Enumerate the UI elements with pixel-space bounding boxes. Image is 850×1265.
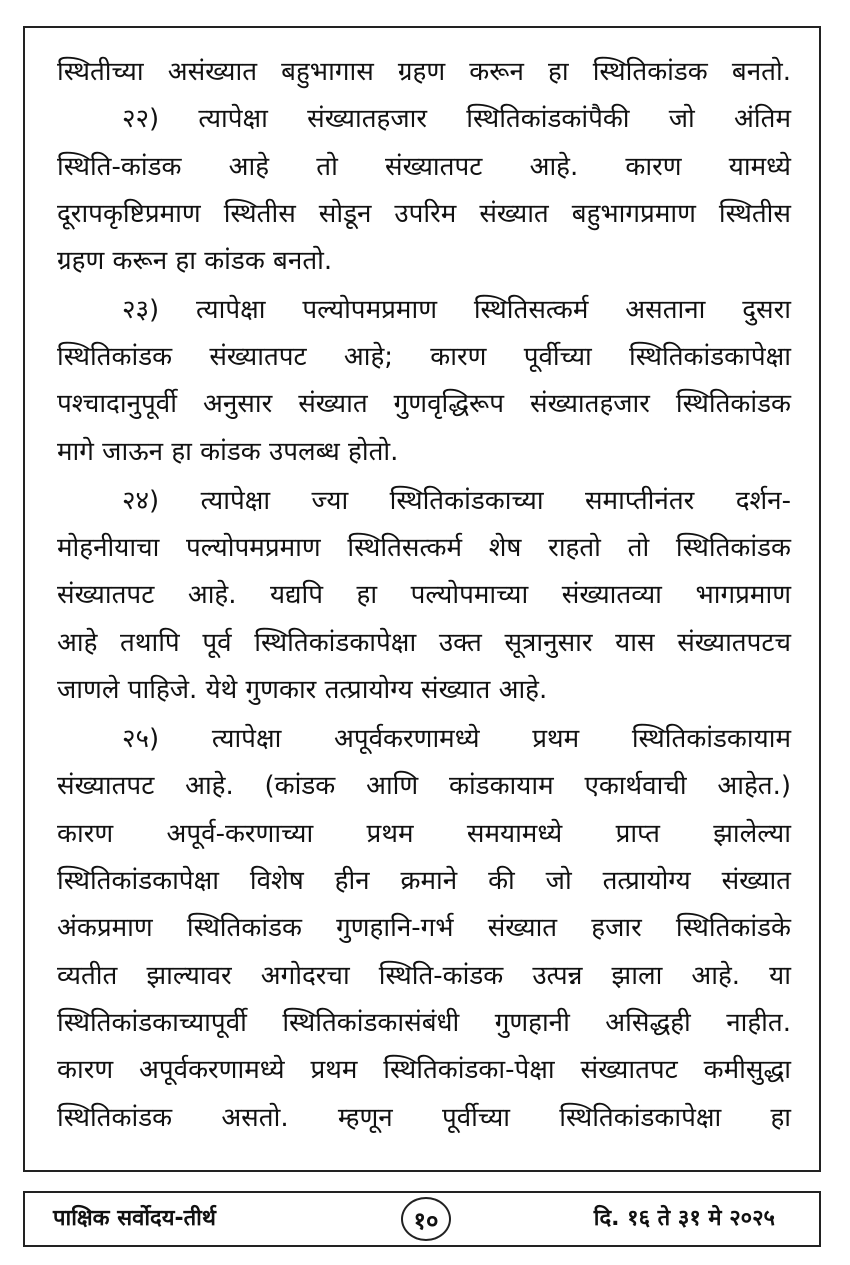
page-content-frame: [23, 26, 821, 1172]
text-line: ग्रहण करून हा कांडक बनतो.: [57, 246, 333, 276]
text-line: कारण अपूर्व-करणाच्या प्रथम समयामध्ये प्राप्त झालेल्या: [57, 819, 791, 849]
publication-name: पाक्षिक सर्वोदय-तीर्थ: [53, 1206, 216, 1231]
text-line: २४) त्यापेक्षा ज्या स्थितिकांडकाच्या समाप्तीनंतर दर्शन-: [122, 486, 791, 516]
text-line: जाणले पाहिजे. येथे गुणकार तत्प्रायोग्य संख्यात आहे.: [57, 675, 548, 705]
text-line: मागे जाऊन हा कांडक उपलब्ध होतो.: [57, 437, 399, 467]
text-line: स्थितिकांडक संख्यातपट आहे; कारण पूर्वीच्या स्थितिकांडकापेक्षा: [57, 342, 791, 372]
text-line: मोहनीयाचा पल्योपमप्रमाण स्थितिसत्कर्म शेष राहतो तो स्थितिकांडक: [57, 533, 791, 563]
text-line: स्थिति-कांडक आहे तो संख्यातपट आहे. कारण यामध्ये: [57, 152, 791, 182]
text-line: दूरापकृष्टिप्रमाण स्थितीस सोडून उपरिम संख्यात बहुभागप्रमाण स्थितीस: [57, 199, 791, 229]
page-footer: [23, 1191, 821, 1247]
text-line: आहे तथापि पूर्व स्थितिकांडकापेक्षा उक्त सूत्रानुसार यास संख्यातपटच: [57, 628, 791, 658]
issue-date: दि. १६ ते ३१ मे २०२५: [593, 1206, 775, 1231]
text-line: स्थितिकांडकापेक्षा विशेष हीन क्रमाने की जो तत्प्रायोग्य संख्यात: [57, 866, 791, 896]
text-line: २३) त्यापेक्षा पल्योपमप्रमाण स्थितिसत्कर्म असताना दुसरा: [122, 295, 791, 325]
text-line: व्यतीत झाल्यावर अगोदरचा स्थिति-कांडक उत्पन्न झाला आहे. या: [57, 961, 791, 991]
text-line: संख्यातपट आहे. (कांडक आणि कांडकायाम एकार्थवाची आहेत.): [57, 771, 791, 801]
text-line: पश्चादानुपूर्वी अनुसार संख्यात गुणवृद्धिरूप संख्यातहजार स्थितिकांडक: [57, 389, 791, 419]
text-line: २५) त्यापेक्षा अपूर्वकरणामध्ये प्रथम स्थितिकांडकायाम: [122, 724, 791, 754]
text-line: स्थितीच्या असंख्यात बहुभागास ग्रहण करून हा स्थितिकांडक बनतो.: [57, 57, 791, 87]
text-line: अंकप्रमाण स्थितिकांडक गुणहानि-गर्भ संख्यात हजार स्थितिकांडके: [57, 913, 791, 943]
text-line: स्थितिकांडकाच्यापूर्वी स्थितिकांडकासंबंधी गुणहानी असिद्धही नाहीत.: [57, 1008, 791, 1038]
page-number: १०: [401, 1197, 451, 1241]
text-line: कारण अपूर्वकरणामध्ये प्रथम स्थितिकांडका-पेक्षा संख्यातपट कमीसुद्धा: [57, 1055, 791, 1085]
text-line: स्थितिकांडक असतो. म्हणून पूर्वीच्या स्थितिकांडकापेक्षा हा: [57, 1103, 791, 1133]
text-line: संख्यातपट आहे. यद्यपि हा पल्योपमाच्या संख्यातव्या भागप्रमाण: [57, 580, 791, 610]
text-line: २२) त्यापेक्षा संख्यातहजार स्थितिकांडकांपैकी जो अंतिम: [122, 104, 791, 134]
